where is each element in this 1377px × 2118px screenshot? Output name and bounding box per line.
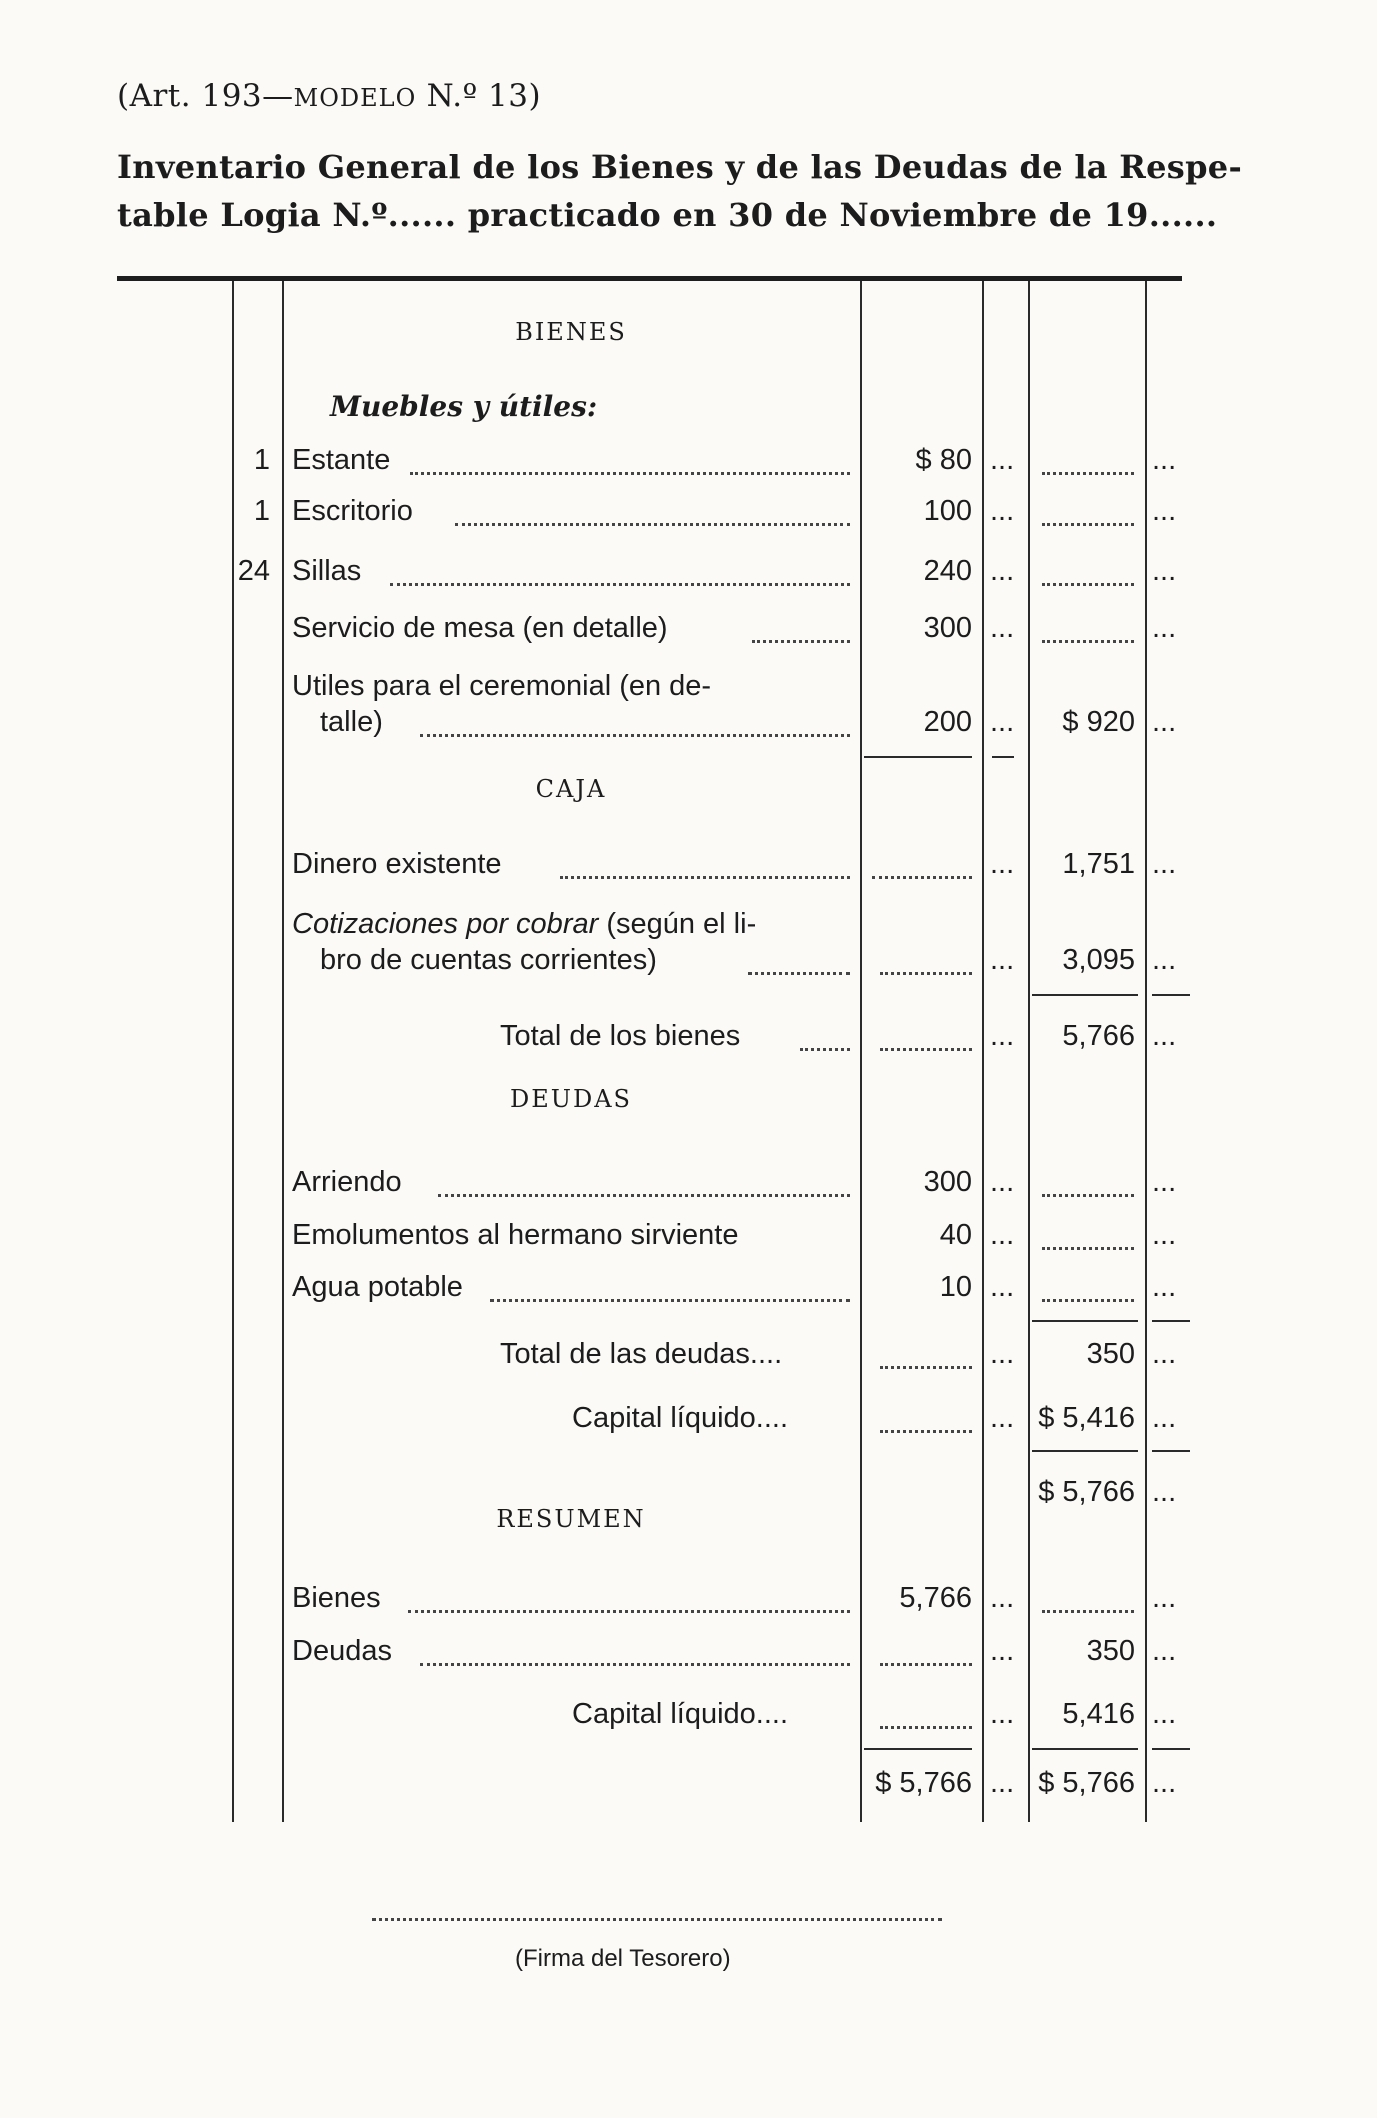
label-capital-liquido-2: Capital líquido.... (572, 1698, 789, 1730)
label-total-deudas: Total de las deudas.... (500, 1338, 783, 1370)
amount-cuadre-1: $ 5,766 (1038, 1476, 1135, 1508)
qty-escritorio: 1 (253, 495, 270, 527)
amount-emolumentos: 40 (939, 1219, 972, 1251)
ell-capital1-1: ... (990, 1402, 1015, 1434)
ell-escritorio-2: ... (1152, 495, 1177, 527)
amount-final-2: $ 5,766 (1038, 1767, 1135, 1799)
col-line-desc (282, 281, 284, 1822)
rule-sum-muebles-cents (992, 756, 1014, 758)
ell-estante-2: ... (1152, 444, 1177, 476)
amount-capital-liquido-1: $ 5,416 (1038, 1402, 1135, 1434)
col-line-cents2 (1145, 281, 1147, 1822)
ell-dinero-1: ... (990, 848, 1015, 880)
amount-utiles: 200 (923, 706, 972, 738)
ell-capital2-2: ... (1152, 1698, 1177, 1730)
article-reference (117, 78, 541, 114)
section-deudas: DEUDAS (509, 1085, 632, 1113)
label-emolumentos: Emolumentos al hermano sirviente (292, 1219, 739, 1251)
col-line-cents1 (982, 281, 984, 1822)
blank-total-bienes-1 (880, 1048, 972, 1051)
rule-sum-bienes (1032, 994, 1138, 996)
leader-utiles (420, 734, 850, 737)
label-capital-liquido-1: Capital líquido.... (572, 1402, 789, 1434)
amount-final-1: $ 5,766 (875, 1767, 972, 1799)
ell-cotizaciones-1: ... (990, 944, 1015, 976)
amount-servicio: 300 (923, 612, 972, 644)
ell-cuadre1-2: ... (1152, 1476, 1177, 1508)
ell-total-deudas-1: ... (990, 1338, 1015, 1370)
ell-deudas-res-1: ... (990, 1635, 1015, 1667)
amount-estante: $ 80 (915, 444, 972, 476)
rule-sum-deudas (1032, 1320, 1138, 1322)
amount-dinero: 1,751 (1062, 848, 1135, 880)
label-bienes-resumen: Bienes (292, 1582, 381, 1614)
ell-emolumentos-2: ... (1152, 1219, 1177, 1251)
blank-dinero-1 (872, 876, 972, 879)
amount-total-bienes: 5,766 (1062, 1020, 1135, 1052)
amount-total-deudas: 350 (1086, 1338, 1135, 1370)
ell-utiles-2: ... (1152, 706, 1177, 738)
rule-final-cents (1152, 1748, 1190, 1750)
blank-servicio (1042, 640, 1134, 643)
leader-sillas (390, 583, 850, 586)
label-sillas: Sillas (292, 555, 362, 587)
blank-escritorio (1042, 523, 1134, 526)
label-total-bienes: Total de los bienes (500, 1020, 741, 1052)
label-cotizaciones-italic: Cotizaciones por cobrar (292, 908, 599, 940)
section-bienes: BIENES (515, 318, 627, 346)
modelo-number: N.º 13) (426, 78, 542, 114)
ell-agua-2: ... (1152, 1271, 1177, 1303)
amount-capital-liquido-2: 5,416 (1062, 1698, 1135, 1730)
label-agua: Agua potable (292, 1271, 463, 1303)
amount-cotizaciones: 3,095 (1062, 944, 1135, 976)
ell-dinero-2: ... (1152, 848, 1177, 880)
blank-estante (1042, 472, 1134, 475)
label-utiles-2: talle) (320, 706, 383, 738)
blank-bienes-res (1042, 1610, 1134, 1613)
ell-servicio-1: ... (990, 612, 1015, 644)
leader-bienes-resumen (408, 1610, 850, 1613)
ell-servicio-2: ... (1152, 612, 1177, 644)
ell-capital1-2: ... (1152, 1402, 1177, 1434)
ell-utiles-1: ... (990, 706, 1015, 738)
blank-agua (1042, 1299, 1134, 1302)
top-rule (117, 276, 1182, 281)
subtotal-muebles: $ 920 (1062, 706, 1135, 738)
ell-final-2: ... (1152, 1767, 1177, 1799)
leader-cotizaciones (748, 972, 850, 975)
subsection-muebles: Muebles y útiles: (330, 390, 598, 423)
amount-deudas-resumen: 350 (1086, 1635, 1135, 1667)
leader-escritorio (455, 523, 850, 526)
leader-agua (490, 1299, 850, 1302)
ell-sillas-1: ... (990, 555, 1015, 587)
blank-cotizaciones-1 (880, 972, 972, 975)
blank-arriendo (1042, 1194, 1134, 1197)
blank-sillas (1042, 583, 1134, 586)
amount-agua: 10 (939, 1271, 972, 1303)
section-resumen: RESUMEN (496, 1505, 646, 1533)
ell-deudas-res-2: ... (1152, 1635, 1177, 1667)
ell-arriendo-1: ... (990, 1166, 1015, 1198)
ell-sillas-2: ... (1152, 555, 1177, 587)
signature-caption: (Firma del Tesorero) (515, 1945, 731, 1972)
ell-final-1: ... (990, 1767, 1015, 1799)
title-line-2: table Logia N.º...... practicado en 30 de Noviembre de 19...... (117, 196, 1218, 234)
ell-bienes-res-1: ... (990, 1582, 1015, 1614)
ell-arriendo-2: ... (1152, 1166, 1177, 1198)
signature-line (372, 1918, 942, 1921)
label-deudas-resumen: Deudas (292, 1635, 392, 1667)
label-servicio: Servicio de mesa (en detalle) (292, 612, 668, 644)
amount-sillas: 240 (923, 555, 972, 587)
leader-dinero (560, 876, 850, 879)
label-cotizaciones-1 (292, 908, 756, 941)
label-cotizaciones-rest: (según el li- (598, 908, 757, 940)
label-cotizaciones-2: bro de cuentas corrientes) (320, 944, 657, 976)
amount-bienes-resumen: 5,766 (899, 1582, 972, 1614)
label-arriendo: Arriendo (292, 1166, 402, 1198)
blank-deudas-res-1 (880, 1663, 972, 1666)
article-number: (Art. 193— (117, 78, 294, 114)
leader-servicio (752, 640, 850, 643)
rule-cuadre-1-cents (1152, 1450, 1190, 1452)
rule-sum-muebles (864, 756, 972, 758)
leader-deudas-resumen (420, 1663, 850, 1666)
leader-total-bienes (800, 1048, 850, 1051)
label-escritorio: Escritorio (292, 495, 413, 527)
rule-final-2 (1032, 1748, 1138, 1750)
rule-sum-bienes-cents (1152, 994, 1190, 996)
rule-sum-deudas-cents (1152, 1320, 1190, 1322)
rule-final-1 (864, 1748, 972, 1750)
ell-agua-1: ... (990, 1271, 1015, 1303)
leader-arriendo (438, 1194, 850, 1197)
blank-total-deudas-1 (880, 1366, 972, 1369)
label-estante: Estante (292, 444, 391, 476)
title-line-1: Inventario General de los Bienes y de las Deudas de la Respe- (117, 148, 1243, 186)
amount-escritorio: 100 (923, 495, 972, 527)
label-dinero: Dinero existente (292, 848, 502, 880)
ell-cotizaciones-2: ... (1152, 944, 1177, 976)
ell-capital2-1: ... (990, 1698, 1015, 1730)
qty-sillas: 24 (237, 555, 270, 587)
ell-estante-1: ... (990, 444, 1015, 476)
blank-capital-1 (880, 1430, 972, 1433)
ell-total-bienes-2: ... (1152, 1020, 1177, 1052)
blank-capital2-1 (880, 1726, 972, 1729)
ell-escritorio-1: ... (990, 495, 1015, 527)
qty-estante: 1 (253, 444, 270, 476)
ell-emolumentos-1: ... (990, 1219, 1015, 1251)
modelo-label: MODELO (293, 84, 417, 112)
blank-emolumentos (1042, 1247, 1134, 1250)
ell-total-bienes-1: ... (990, 1020, 1015, 1052)
leader-estante (410, 472, 850, 475)
rule-cuadre-1 (1032, 1450, 1138, 1452)
ell-bienes-res-2: ... (1152, 1582, 1177, 1614)
amount-arriendo: 300 (923, 1166, 972, 1198)
ell-total-deudas-2: ... (1152, 1338, 1177, 1370)
section-caja: CAJA (535, 775, 607, 803)
label-utiles-1: Utiles para el ceremonial (en de- (292, 670, 712, 702)
